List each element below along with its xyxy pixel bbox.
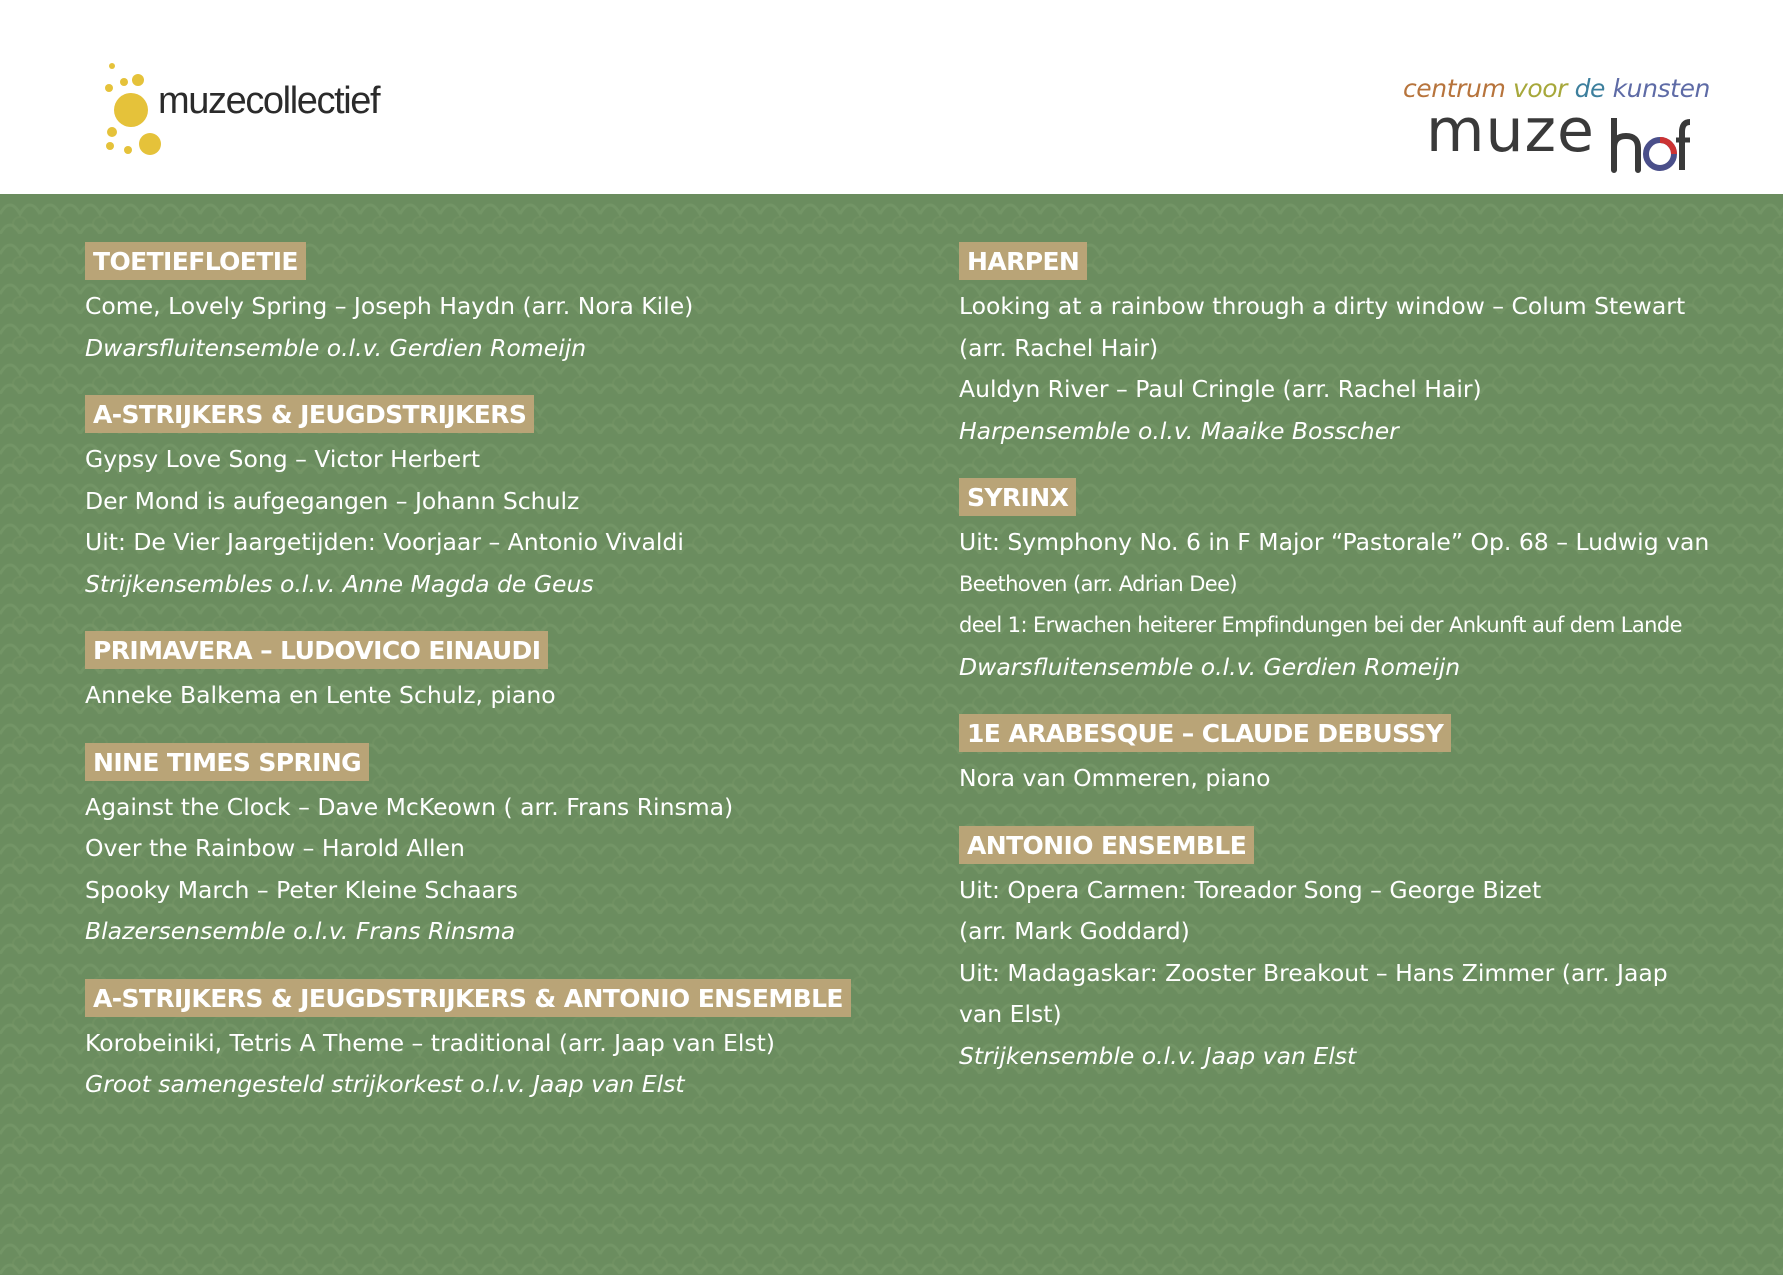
section-heading: A-STRIJKERS & JEUGDSTRIJKERS (85, 395, 534, 433)
logo-wordmark: muzecollectief (158, 80, 380, 122)
program-line: van Elst) (959, 1000, 1062, 1028)
dots-icon (104, 62, 164, 157)
program-line: Nora van Ommeren, piano (959, 764, 1271, 792)
program-line: Spooky March – Peter Kleine Schaars (85, 875, 518, 904)
muzehof-logo (1402, 70, 1720, 180)
tagline-word-3: de (1574, 74, 1606, 103)
ensemble-credit: Harpensemble o.l.v. Maaike Bosscher (959, 416, 1399, 445)
program-section (959, 714, 1769, 800)
program-line: (arr. Rachel Hair) (959, 333, 1159, 362)
program-section (85, 979, 885, 1106)
page-header (0, 0, 1783, 194)
program-section (959, 478, 1769, 688)
hof-mark-icon (1610, 118, 1690, 174)
program-panel (0, 194, 1783, 1275)
program-line: Gypsy Love Song – Victor Herbert (85, 445, 481, 473)
program-section (85, 743, 885, 953)
ensemble-credit: Dwarsfluitensemble o.l.v. Gerdien Romeijn (959, 652, 1461, 681)
program-line: Beethoven (arr. Adrian Dee) (959, 571, 1238, 596)
program-line: Uit: Madagaskar: Zooster Breakout – Hans Zimmer (arr. Jaap (959, 958, 1668, 987)
tagline-word-4: kunsten (1612, 74, 1710, 103)
logo-muze: muze (1426, 96, 1595, 166)
section-heading: A-STRIJKERS & JEUGDSTRIJKERS & ANTONIO ENSEMBLE (85, 979, 851, 1017)
program-section (85, 242, 885, 369)
section-heading: 1E ARABESQUE – CLAUDE DEBUSSY (959, 714, 1451, 752)
left-column (85, 242, 885, 1132)
program-section (85, 631, 885, 717)
program-section (959, 826, 1769, 1078)
program-section (959, 242, 1769, 452)
section-heading: PRIMAVERA – LUDOVICO EINAUDI (85, 631, 548, 669)
program-line: deel 1: Erwachen heiterer Empfindungen bei der Ankunft auf dem Lande (959, 613, 1682, 637)
program-line: Against the Clock – Dave McKeown ( arr. Frans Rinsma) (85, 792, 734, 821)
program-line: Come, Lovely Spring – Joseph Haydn (arr. Nora Kile) (85, 292, 694, 320)
program-line: Over the Rainbow – Harold Allen (85, 834, 465, 862)
ensemble-credit: Groot samengesteld strijkorkest o.l.v. Jaap van Elst (85, 1070, 685, 1098)
program-line: Auldyn River – Paul Cringle (arr. Rachel Hair) (959, 375, 1482, 403)
section-heading: SYRINX (959, 478, 1076, 516)
program-line: Korobeiniki, Tetris A Theme – traditional (arr. Jaap van Elst) (85, 1028, 775, 1057)
tagline-word-2: voor (1512, 74, 1568, 103)
right-column (959, 242, 1769, 1103)
ensemble-credit: Strijkensemble o.l.v. Jaap van Elst (959, 1041, 1357, 1070)
ensemble-credit: Strijkensembles o.l.v. Anne Magda de Geus (85, 569, 594, 598)
program-line: (arr. Mark Goddard) (959, 917, 1190, 945)
program-line: Anneke Balkema en Lente Schulz, piano (85, 681, 556, 709)
ensemble-credit: Dwarsfluitensemble o.l.v. Gerdien Romeijn (85, 333, 587, 362)
section-heading: HARPEN (959, 242, 1087, 280)
section-heading: TOETIEFLOETIE (85, 242, 306, 280)
program-line: Der Mond is aufgegangen – Johann Schulz (85, 486, 580, 515)
program-line: Uit: De Vier Jaargetijden: Voorjaar – Antonio Vivaldi (85, 528, 684, 556)
section-heading: NINE TIMES SPRING (85, 743, 369, 781)
program-line: Uit: Opera Carmen: Toreador Song – George Bizet (959, 875, 1542, 904)
tagline-word-1: centrum (1402, 74, 1506, 103)
program-line: Looking at a rainbow through a dirty window – Colum Stewart (959, 292, 1686, 320)
program-line: Uit: Symphony No. 6 in F Major “Pastorale” Op. 68 – Ludwig van (959, 528, 1710, 556)
program-section (85, 395, 885, 605)
muzecollectief-logo (104, 62, 404, 162)
ensemble-credit: Blazersensemble o.l.v. Frans Rinsma (85, 917, 516, 945)
section-heading: ANTONIO ENSEMBLE (959, 826, 1254, 864)
